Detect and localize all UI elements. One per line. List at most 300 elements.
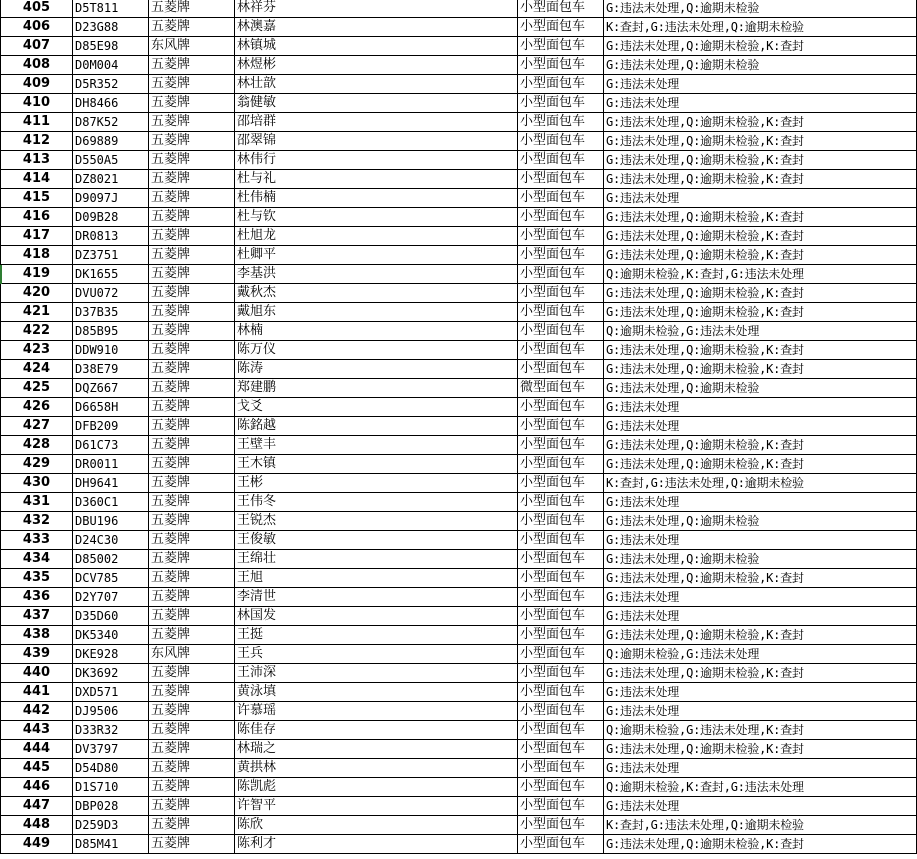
plate-number-cell[interactable]: D38E79	[73, 360, 149, 378]
plate-number-cell[interactable]: D85M41	[73, 835, 149, 853]
status-codes-cell[interactable]: G:违法未处理	[604, 75, 917, 93]
table-row[interactable]	[0, 455, 917, 474]
owner-name-cell[interactable]: 陈万仪	[235, 341, 518, 359]
status-codes-cell[interactable]: Q:逾期未检验,G:违法未处理	[604, 322, 917, 340]
table-row[interactable]	[0, 645, 917, 664]
status-codes-cell[interactable]: G:违法未处理,Q:逾期未检验,K:查封	[604, 341, 917, 359]
vehicle-type-cell[interactable]: 小型面包车	[518, 284, 604, 302]
vehicle-brand-cell[interactable]: 五菱牌	[149, 759, 235, 777]
table-row[interactable]	[0, 493, 917, 512]
vehicle-brand-cell[interactable]: 五菱牌	[149, 360, 235, 378]
table-row[interactable]	[0, 341, 917, 360]
table-row[interactable]	[0, 265, 917, 284]
row-number-cell[interactable]: 424	[0, 360, 73, 378]
owner-name-cell[interactable]: 邵培群	[235, 113, 518, 131]
status-codes-cell[interactable]: Q:逾期未检验,G:违法未处理,K:查封	[604, 721, 917, 739]
row-number-cell[interactable]: 433	[0, 531, 73, 549]
row-number-cell[interactable]: 438	[0, 626, 73, 644]
plate-number-cell[interactable]: DKE928	[73, 645, 149, 663]
table-row[interactable]	[0, 132, 917, 151]
vehicle-type-cell[interactable]: 小型面包车	[518, 113, 604, 131]
vehicle-type-cell[interactable]: 小型面包车	[518, 170, 604, 188]
vehicle-type-cell[interactable]: 小型面包车	[518, 227, 604, 245]
plate-number-cell[interactable]: DR0011	[73, 455, 149, 473]
status-codes-cell[interactable]: G:违法未处理,Q:逾期未检验,K:查封	[604, 664, 917, 682]
vehicle-type-cell[interactable]: 小型面包车	[518, 360, 604, 378]
plate-number-cell[interactable]: D24C30	[73, 531, 149, 549]
vehicle-type-cell[interactable]: 小型面包车	[518, 132, 604, 150]
vehicle-type-cell[interactable]: 小型面包车	[518, 550, 604, 568]
row-number-cell[interactable]: 449	[0, 835, 73, 853]
plate-number-cell[interactable]: DFB209	[73, 417, 149, 435]
vehicle-type-cell[interactable]: 小型面包车	[518, 208, 604, 226]
row-number-cell[interactable]: 421	[0, 303, 73, 321]
vehicle-brand-cell[interactable]: 五菱牌	[149, 398, 235, 416]
vehicle-type-cell[interactable]: 小型面包车	[518, 417, 604, 435]
owner-name-cell[interactable]: 戴旭东	[235, 303, 518, 321]
vehicle-type-cell[interactable]: 小型面包车	[518, 474, 604, 492]
table-row[interactable]	[0, 170, 917, 189]
plate-number-cell[interactable]: DXD571	[73, 683, 149, 701]
table-row[interactable]	[0, 227, 917, 246]
status-codes-cell[interactable]: G:违法未处理,Q:逾期未检验,K:查封	[604, 113, 917, 131]
plate-number-cell[interactable]: D23G88	[73, 18, 149, 36]
vehicle-brand-cell[interactable]: 五菱牌	[149, 246, 235, 264]
row-number-cell[interactable]: 407	[0, 37, 73, 55]
vehicle-type-cell[interactable]: 小型面包车	[518, 835, 604, 853]
vehicle-brand-cell[interactable]: 五菱牌	[149, 664, 235, 682]
table-row[interactable]	[0, 436, 917, 455]
owner-name-cell[interactable]: 林澳嘉	[235, 18, 518, 36]
status-codes-cell[interactable]: G:违法未处理,Q:逾期未检验,K:查封	[604, 436, 917, 454]
row-number-cell[interactable]: 432	[0, 512, 73, 530]
row-number-cell[interactable]: 444	[0, 740, 73, 758]
status-codes-cell[interactable]: G:违法未处理	[604, 493, 917, 511]
vehicle-brand-cell[interactable]: 五菱牌	[149, 626, 235, 644]
plate-number-cell[interactable]: DDW910	[73, 341, 149, 359]
vehicle-brand-cell[interactable]: 五菱牌	[149, 778, 235, 796]
vehicle-type-cell[interactable]: 小型面包车	[518, 702, 604, 720]
status-codes-cell[interactable]: G:违法未处理,Q:逾期未检验,K:查封	[604, 835, 917, 853]
owner-name-cell[interactable]: 陈凯彪	[235, 778, 518, 796]
row-number-cell[interactable]: 412	[0, 132, 73, 150]
vehicle-brand-cell[interactable]: 五菱牌	[149, 531, 235, 549]
status-codes-cell[interactable]: G:违法未处理	[604, 531, 917, 549]
owner-name-cell[interactable]: 王绵壮	[235, 550, 518, 568]
owner-name-cell[interactable]: 王俊敏	[235, 531, 518, 549]
vehicle-brand-cell[interactable]: 五菱牌	[149, 75, 235, 93]
row-number-cell[interactable]: 408	[0, 56, 73, 74]
vehicle-brand-cell[interactable]: 五菱牌	[149, 512, 235, 530]
table-row[interactable]	[0, 588, 917, 607]
owner-name-cell[interactable]: 王兵	[235, 645, 518, 663]
table-row[interactable]	[0, 322, 917, 341]
row-number-cell[interactable]: 420	[0, 284, 73, 302]
table-row[interactable]	[0, 94, 917, 113]
vehicle-brand-cell[interactable]: 五菱牌	[149, 170, 235, 188]
table-row[interactable]	[0, 569, 917, 588]
table-row[interactable]	[0, 626, 917, 645]
plate-number-cell[interactable]: D37B35	[73, 303, 149, 321]
plate-number-cell[interactable]: D85002	[73, 550, 149, 568]
status-codes-cell[interactable]: G:违法未处理	[604, 797, 917, 815]
vehicle-type-cell[interactable]: 小型面包车	[518, 493, 604, 511]
vehicle-type-cell[interactable]: 小型面包车	[518, 18, 604, 36]
vehicle-type-cell[interactable]: 小型面包车	[518, 0, 604, 17]
owner-name-cell[interactable]: 杜伟楠	[235, 189, 518, 207]
plate-number-cell[interactable]: D61C73	[73, 436, 149, 454]
plate-number-cell[interactable]: D69889	[73, 132, 149, 150]
vehicle-brand-cell[interactable]: 五菱牌	[149, 493, 235, 511]
vehicle-type-cell[interactable]: 小型面包车	[518, 512, 604, 530]
status-codes-cell[interactable]: G:违法未处理,Q:逾期未检验,K:查封	[604, 37, 917, 55]
row-number-cell[interactable]: 436	[0, 588, 73, 606]
vehicle-type-cell[interactable]: 小型面包车	[518, 740, 604, 758]
vehicle-type-cell[interactable]: 小型面包车	[518, 683, 604, 701]
table-row[interactable]	[0, 246, 917, 265]
plate-number-cell[interactable]: D1S710	[73, 778, 149, 796]
vehicle-type-cell[interactable]: 小型面包车	[518, 759, 604, 777]
owner-name-cell[interactable]: 王彬	[235, 474, 518, 492]
plate-number-cell[interactable]: D259D3	[73, 816, 149, 834]
owner-name-cell[interactable]: 陈涛	[235, 360, 518, 378]
row-number-cell[interactable]: 422	[0, 322, 73, 340]
table-row[interactable]	[0, 189, 917, 208]
plate-number-cell[interactable]: D550A5	[73, 151, 149, 169]
status-codes-cell[interactable]: K:查封,G:违法未处理,Q:逾期未检验	[604, 816, 917, 834]
vehicle-brand-cell[interactable]: 五菱牌	[149, 113, 235, 131]
status-codes-cell[interactable]: G:违法未处理	[604, 607, 917, 625]
vehicle-brand-cell[interactable]: 五菱牌	[149, 284, 235, 302]
row-number-cell[interactable]: 435	[0, 569, 73, 587]
status-codes-cell[interactable]: G:违法未处理,Q:逾期未检验,K:查封	[604, 132, 917, 150]
row-number-cell[interactable]: 405	[0, 0, 73, 17]
status-codes-cell[interactable]: G:违法未处理,Q:逾期未检验,K:查封	[604, 303, 917, 321]
row-number-cell[interactable]: 448	[0, 816, 73, 834]
status-codes-cell[interactable]: G:违法未处理,Q:逾期未检验,K:查封	[604, 740, 917, 758]
plate-number-cell[interactable]: D87K52	[73, 113, 149, 131]
plate-number-cell[interactable]: DVU072	[73, 284, 149, 302]
row-number-cell[interactable]: 406	[0, 18, 73, 36]
table-row[interactable]	[0, 550, 917, 569]
vehicle-brand-cell[interactable]: 东风牌	[149, 645, 235, 663]
row-number-cell[interactable]: 411	[0, 113, 73, 131]
plate-number-cell[interactable]: D9097J	[73, 189, 149, 207]
row-number-cell[interactable]: 409	[0, 75, 73, 93]
plate-number-cell[interactable]: D85E98	[73, 37, 149, 55]
vehicle-brand-cell[interactable]: 五菱牌	[149, 227, 235, 245]
plate-number-cell[interactable]: DZ3751	[73, 246, 149, 264]
owner-name-cell[interactable]: 陈利才	[235, 835, 518, 853]
plate-number-cell[interactable]: D5R352	[73, 75, 149, 93]
status-codes-cell[interactable]: G:违法未处理	[604, 588, 917, 606]
status-codes-cell[interactable]: G:违法未处理,Q:逾期未检验	[604, 56, 917, 74]
plate-number-cell[interactable]: D6658H	[73, 398, 149, 416]
vehicle-type-cell[interactable]: 小型面包车	[518, 645, 604, 663]
owner-name-cell[interactable]: 林伟行	[235, 151, 518, 169]
table-row[interactable]	[0, 398, 917, 417]
owner-name-cell[interactable]: 翁健敏	[235, 94, 518, 112]
vehicle-brand-cell[interactable]: 五菱牌	[149, 607, 235, 625]
owner-name-cell[interactable]: 王伟冬	[235, 493, 518, 511]
vehicle-type-cell[interactable]: 小型面包车	[518, 797, 604, 815]
table-row[interactable]	[0, 379, 917, 398]
vehicle-type-cell[interactable]: 小型面包车	[518, 341, 604, 359]
table-row[interactable]	[0, 303, 917, 322]
row-number-cell[interactable]: 414	[0, 170, 73, 188]
owner-name-cell[interactable]: 杜与钦	[235, 208, 518, 226]
vehicle-brand-cell[interactable]: 五菱牌	[149, 474, 235, 492]
row-number-cell[interactable]: 423	[0, 341, 73, 359]
status-codes-cell[interactable]: G:违法未处理,Q:逾期未检验	[604, 0, 917, 17]
owner-name-cell[interactable]: 林瑞之	[235, 740, 518, 758]
owner-name-cell[interactable]: 邵翠锦	[235, 132, 518, 150]
status-codes-cell[interactable]: G:违法未处理	[604, 189, 917, 207]
owner-name-cell[interactable]: 林祥芬	[235, 0, 518, 17]
vehicle-type-cell[interactable]: 小型面包车	[518, 626, 604, 644]
row-number-cell[interactable]: 426	[0, 398, 73, 416]
owner-name-cell[interactable]: 林壮歆	[235, 75, 518, 93]
status-codes-cell[interactable]: G:违法未处理,Q:逾期未检验,K:查封	[604, 227, 917, 245]
vehicle-brand-cell[interactable]: 五菱牌	[149, 132, 235, 150]
vehicle-brand-cell[interactable]: 五菱牌	[149, 265, 235, 283]
owner-name-cell[interactable]: 王壁丰	[235, 436, 518, 454]
owner-name-cell[interactable]: 林国发	[235, 607, 518, 625]
row-number-cell[interactable]: 415	[0, 189, 73, 207]
owner-name-cell[interactable]: 王木镇	[235, 455, 518, 473]
owner-name-cell[interactable]: 黄泳填	[235, 683, 518, 701]
vehicle-brand-cell[interactable]: 五菱牌	[149, 417, 235, 435]
plate-number-cell[interactable]: D360C1	[73, 493, 149, 511]
row-number-cell[interactable]: 434	[0, 550, 73, 568]
vehicle-brand-cell[interactable]: 五菱牌	[149, 94, 235, 112]
vehicle-type-cell[interactable]: 小型面包车	[518, 322, 604, 340]
vehicle-brand-cell[interactable]: 五菱牌	[149, 455, 235, 473]
owner-name-cell[interactable]: 许慕瑶	[235, 702, 518, 720]
vehicle-brand-cell[interactable]: 五菱牌	[149, 569, 235, 587]
table-row[interactable]	[0, 474, 917, 493]
vehicle-brand-cell[interactable]: 五菱牌	[149, 702, 235, 720]
vehicle-brand-cell[interactable]: 五菱牌	[149, 341, 235, 359]
plate-number-cell[interactable]: DBU196	[73, 512, 149, 530]
owner-name-cell[interactable]: 杜卿平	[235, 246, 518, 264]
row-number-cell[interactable]: 418	[0, 246, 73, 264]
vehicle-type-cell[interactable]: 小型面包车	[518, 664, 604, 682]
table-row[interactable]	[0, 740, 917, 759]
owner-name-cell[interactable]: 杜旭龙	[235, 227, 518, 245]
table-row[interactable]	[0, 816, 917, 835]
status-codes-cell[interactable]: G:违法未处理,Q:逾期未检验	[604, 379, 917, 397]
vehicle-type-cell[interactable]: 小型面包车	[518, 75, 604, 93]
vehicle-type-cell[interactable]: 小型面包车	[518, 265, 604, 283]
vehicle-brand-cell[interactable]: 五菱牌	[149, 303, 235, 321]
table-row[interactable]	[0, 360, 917, 379]
vehicle-type-cell[interactable]: 小型面包车	[518, 37, 604, 55]
vehicle-type-cell[interactable]: 小型面包车	[518, 778, 604, 796]
status-codes-cell[interactable]: G:违法未处理,Q:逾期未检验,K:查封	[604, 455, 917, 473]
row-number-cell[interactable]: 428	[0, 436, 73, 454]
table-row[interactable]	[0, 531, 917, 550]
status-codes-cell[interactable]: G:违法未处理,Q:逾期未检验	[604, 512, 917, 530]
owner-name-cell[interactable]: 黄拱林	[235, 759, 518, 777]
status-codes-cell[interactable]: G:违法未处理	[604, 398, 917, 416]
plate-number-cell[interactable]: DJ9506	[73, 702, 149, 720]
owner-name-cell[interactable]: 王锐杰	[235, 512, 518, 530]
vehicle-type-cell[interactable]: 小型面包车	[518, 531, 604, 549]
plate-number-cell[interactable]: D0M004	[73, 56, 149, 74]
row-number-cell[interactable]: 437	[0, 607, 73, 625]
vehicle-brand-cell[interactable]: 五菱牌	[149, 550, 235, 568]
status-codes-cell[interactable]: G:违法未处理	[604, 759, 917, 777]
vehicle-brand-cell[interactable]: 五菱牌	[149, 721, 235, 739]
table-row[interactable]	[0, 512, 917, 531]
row-number-cell[interactable]: 441	[0, 683, 73, 701]
table-row[interactable]	[0, 759, 917, 778]
table-row[interactable]	[0, 797, 917, 816]
row-number-cell[interactable]: 439	[0, 645, 73, 663]
vehicle-type-cell[interactable]: 小型面包车	[518, 816, 604, 834]
owner-name-cell[interactable]: 林镇城	[235, 37, 518, 55]
plate-number-cell[interactable]: DBP028	[73, 797, 149, 815]
owner-name-cell[interactable]: 杜与礼	[235, 170, 518, 188]
vehicle-type-cell[interactable]: 小型面包车	[518, 189, 604, 207]
plate-number-cell[interactable]: DQZ667	[73, 379, 149, 397]
vehicle-type-cell[interactable]: 小型面包车	[518, 436, 604, 454]
table-row[interactable]	[0, 75, 917, 94]
table-row[interactable]	[0, 56, 917, 75]
row-number-cell[interactable]: 416	[0, 208, 73, 226]
status-codes-cell[interactable]: G:违法未处理,Q:逾期未检验,K:查封	[604, 151, 917, 169]
owner-name-cell[interactable]: 许智平	[235, 797, 518, 815]
status-codes-cell[interactable]: G:违法未处理,Q:逾期未检验	[604, 550, 917, 568]
vehicle-type-cell[interactable]: 微型面包车	[518, 379, 604, 397]
table-row[interactable]	[0, 0, 917, 18]
status-codes-cell[interactable]: G:违法未处理	[604, 417, 917, 435]
vehicle-type-cell[interactable]: 小型面包车	[518, 569, 604, 587]
row-number-cell[interactable]: 442	[0, 702, 73, 720]
status-codes-cell[interactable]: Q:逾期未检验,G:违法未处理	[604, 645, 917, 663]
status-codes-cell[interactable]: G:违法未处理	[604, 702, 917, 720]
row-number-cell[interactable]: 429	[0, 455, 73, 473]
plate-number-cell[interactable]: DZ8021	[73, 170, 149, 188]
table-row[interactable]	[0, 702, 917, 721]
owner-name-cell[interactable]: 李基洪	[235, 265, 518, 283]
table-row[interactable]	[0, 721, 917, 740]
status-codes-cell[interactable]: G:违法未处理,Q:逾期未检验,K:查封	[604, 208, 917, 226]
vehicle-type-cell[interactable]: 小型面包车	[518, 455, 604, 473]
vehicle-type-cell[interactable]: 小型面包车	[518, 151, 604, 169]
owner-name-cell[interactable]: 陈銘越	[235, 417, 518, 435]
row-number-cell[interactable]: 431	[0, 493, 73, 511]
table-row[interactable]	[0, 683, 917, 702]
plate-number-cell[interactable]: DH8466	[73, 94, 149, 112]
vehicle-brand-cell[interactable]: 五菱牌	[149, 56, 235, 74]
row-number-cell[interactable]: 446	[0, 778, 73, 796]
plate-number-cell[interactable]: DCV785	[73, 569, 149, 587]
plate-number-cell[interactable]: D35D60	[73, 607, 149, 625]
table-row[interactable]	[0, 113, 917, 132]
vehicle-brand-cell[interactable]: 五菱牌	[149, 683, 235, 701]
status-codes-cell[interactable]: G:违法未处理,Q:逾期未检验,K:查封	[604, 360, 917, 378]
table-row[interactable]	[0, 151, 917, 170]
plate-number-cell[interactable]: DR0813	[73, 227, 149, 245]
row-number-cell[interactable]: 440	[0, 664, 73, 682]
vehicle-brand-cell[interactable]: 五菱牌	[149, 835, 235, 853]
owner-name-cell[interactable]: 王沛深	[235, 664, 518, 682]
plate-number-cell[interactable]: D2Y707	[73, 588, 149, 606]
plate-number-cell[interactable]: D33R32	[73, 721, 149, 739]
owner-name-cell[interactable]: 戈爻	[235, 398, 518, 416]
table-row[interactable]	[0, 208, 917, 227]
vehicle-brand-cell[interactable]: 五菱牌	[149, 322, 235, 340]
vehicle-type-cell[interactable]: 小型面包车	[518, 721, 604, 739]
owner-name-cell[interactable]: 王挺	[235, 626, 518, 644]
table-row[interactable]	[0, 37, 917, 56]
vehicle-brand-cell[interactable]: 五菱牌	[149, 740, 235, 758]
status-codes-cell[interactable]: K:查封,G:违法未处理,Q:逾期未检验	[604, 474, 917, 492]
vehicle-brand-cell[interactable]: 五菱牌	[149, 151, 235, 169]
status-codes-cell[interactable]: Q:逾期未检验,K:查封,G:违法未处理	[604, 778, 917, 796]
status-codes-cell[interactable]: G:违法未处理,Q:逾期未检验,K:查封	[604, 170, 917, 188]
vehicle-brand-cell[interactable]: 五菱牌	[149, 208, 235, 226]
row-number-cell[interactable]: 447	[0, 797, 73, 815]
vehicle-type-cell[interactable]: 小型面包车	[518, 303, 604, 321]
plate-number-cell[interactable]: D54D80	[73, 759, 149, 777]
owner-name-cell[interactable]: 陈欣	[235, 816, 518, 834]
row-number-cell[interactable]: 427	[0, 417, 73, 435]
owner-name-cell[interactable]: 林煜彬	[235, 56, 518, 74]
vehicle-brand-cell[interactable]: 五菱牌	[149, 379, 235, 397]
row-number-cell[interactable]: 443	[0, 721, 73, 739]
owner-name-cell[interactable]: 郑建鹏	[235, 379, 518, 397]
status-codes-cell[interactable]: G:违法未处理,Q:逾期未检验,K:查封	[604, 569, 917, 587]
table-row[interactable]	[0, 664, 917, 683]
table-row[interactable]	[0, 18, 917, 37]
owner-name-cell[interactable]: 陈佳存	[235, 721, 518, 739]
vehicle-brand-cell[interactable]: 五菱牌	[149, 588, 235, 606]
owner-name-cell[interactable]: 王旭	[235, 569, 518, 587]
status-codes-cell[interactable]: Q:逾期未检验,K:查封,G:违法未处理	[604, 265, 917, 283]
row-number-cell[interactable]: 413	[0, 151, 73, 169]
row-number-cell[interactable]: 445	[0, 759, 73, 777]
table-row[interactable]	[0, 835, 917, 854]
plate-number-cell[interactable]: DK3692	[73, 664, 149, 682]
vehicle-brand-cell[interactable]: 东风牌	[149, 37, 235, 55]
row-number-cell[interactable]: 430	[0, 474, 73, 492]
vehicle-type-cell[interactable]: 小型面包车	[518, 398, 604, 416]
plate-number-cell[interactable]: DV3797	[73, 740, 149, 758]
status-codes-cell[interactable]: G:违法未处理	[604, 683, 917, 701]
table-row[interactable]	[0, 607, 917, 626]
status-codes-cell[interactable]: K:查封,G:违法未处理,Q:逾期未检验	[604, 18, 917, 36]
vehicle-brand-cell[interactable]: 五菱牌	[149, 0, 235, 17]
row-number-cell[interactable]: 417	[0, 227, 73, 245]
owner-name-cell[interactable]: 李清世	[235, 588, 518, 606]
status-codes-cell[interactable]: G:违法未处理,Q:逾期未检验,K:查封	[604, 284, 917, 302]
row-number-cell[interactable]: 419	[0, 265, 73, 283]
plate-number-cell[interactable]: DH9641	[73, 474, 149, 492]
plate-number-cell[interactable]: D85B95	[73, 322, 149, 340]
vehicle-type-cell[interactable]: 小型面包车	[518, 56, 604, 74]
plate-number-cell[interactable]: D09B28	[73, 208, 149, 226]
plate-number-cell[interactable]: DK1655	[73, 265, 149, 283]
table-row[interactable]	[0, 417, 917, 436]
plate-number-cell[interactable]: D5T811	[73, 0, 149, 17]
status-codes-cell[interactable]: G:违法未处理,Q:逾期未检验,K:查封	[604, 246, 917, 264]
status-codes-cell[interactable]: G:违法未处理	[604, 94, 917, 112]
vehicle-type-cell[interactable]: 小型面包车	[518, 588, 604, 606]
row-number-cell[interactable]: 425	[0, 379, 73, 397]
